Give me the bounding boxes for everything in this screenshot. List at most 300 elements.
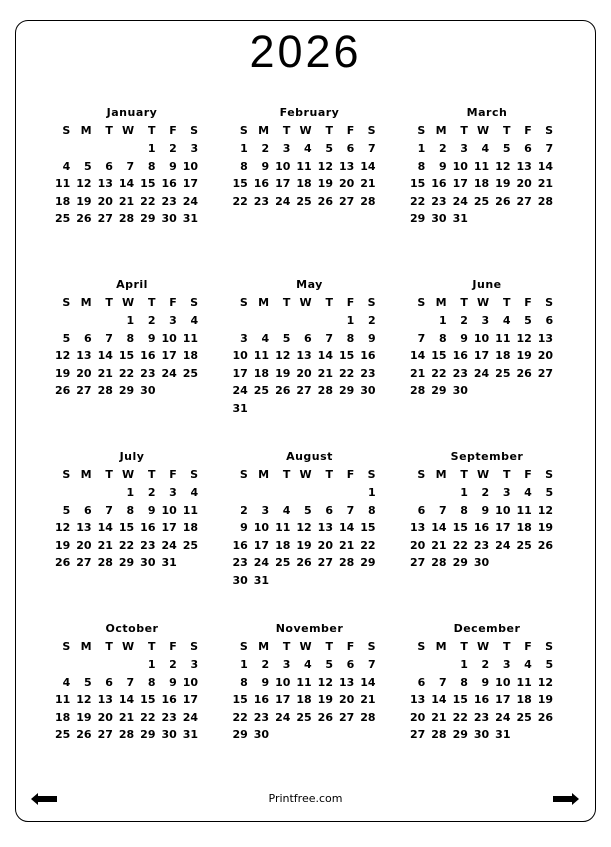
day-cell: 19 (317, 693, 333, 706)
day-cell: 7 (367, 658, 376, 671)
day-cell: 13 (97, 693, 113, 706)
day-cell: 14 (97, 349, 113, 362)
day-cell: 14 (97, 521, 113, 534)
weekday-header: T (282, 124, 291, 137)
day-cell: 3 (460, 142, 468, 155)
day-cell: 21 (537, 177, 554, 190)
day-cell: 12 (516, 331, 532, 345)
day-cell: 4 (304, 658, 312, 671)
day-cell: 4 (62, 159, 71, 173)
day-cell: 30 (253, 728, 270, 741)
day-cell: 2 (147, 486, 156, 499)
day-cell: 18 (182, 521, 199, 534)
day-cell: 11 (296, 675, 312, 689)
day-cell: 8 (240, 159, 248, 173)
day-cell: 11 (182, 503, 199, 517)
day-cell: 28 (431, 728, 447, 741)
day-cell: 8 (417, 159, 426, 173)
day-cell: 4 (524, 658, 532, 671)
day-cell: 12 (317, 159, 333, 173)
weekday-header: M (80, 296, 92, 309)
weekday-header: W (122, 640, 135, 653)
day-cell: 22 (431, 366, 447, 380)
day-cell: 18 (296, 693, 312, 706)
day-cell: 16 (473, 693, 490, 706)
day-cell: 2 (481, 486, 490, 499)
weekday-header: T (460, 640, 468, 653)
weekday-header: S (190, 124, 199, 137)
day-cell: 11 (516, 675, 532, 689)
day-cell: 22 (232, 194, 248, 208)
day-cell: 16 (253, 693, 270, 706)
day-cell: 3 (190, 142, 199, 155)
day-cell: 21 (360, 693, 376, 706)
weekday-header: W (477, 468, 490, 481)
day-cell: 17 (275, 693, 291, 706)
day-cell: 22 (118, 538, 135, 552)
day-cell: 19 (54, 366, 71, 380)
day-cell: 14 (118, 693, 135, 706)
weekday-header: M (80, 124, 92, 137)
day-cell: 28 (409, 384, 426, 397)
day-cell: 24 (182, 710, 199, 724)
day-cell: 22 (409, 194, 426, 208)
day-cell: 1 (460, 658, 468, 671)
day-cell: 23 (253, 194, 270, 208)
day-cell: 10 (275, 159, 291, 173)
day-cell: 31 (182, 728, 199, 741)
day-cell: 18 (182, 349, 199, 362)
day-cell: 13 (537, 331, 554, 345)
day-cell: 4 (481, 142, 490, 155)
footer-site-label[interactable]: Printfree.com (268, 792, 343, 805)
day-cell: 22 (140, 194, 156, 208)
weekday-header: S (190, 296, 199, 309)
weekday-header: T (282, 296, 291, 309)
day-cell: 6 (524, 142, 532, 155)
day-cell: 31 (232, 401, 248, 415)
day-cell: 25 (54, 728, 71, 741)
day-cell: 14 (409, 349, 426, 362)
weekday-header: F (169, 640, 177, 653)
day-cell: 18 (253, 366, 270, 380)
day-cell: 15 (452, 693, 468, 706)
day-cell: 7 (438, 675, 447, 689)
weekday-header: M (435, 468, 447, 481)
day-cell: 30 (140, 384, 156, 397)
day-cell: 7 (417, 331, 426, 345)
day-cell: 23 (161, 194, 177, 208)
day-cell: 29 (360, 556, 376, 569)
day-cell: 12 (495, 159, 511, 173)
day-cell: 26 (54, 556, 71, 569)
day-cell: 16 (161, 177, 177, 190)
day-cell: 23 (360, 366, 376, 380)
weekday-header: T (460, 468, 468, 481)
day-cell: 9 (261, 675, 270, 689)
day-cell: 10 (232, 349, 248, 362)
weekday-header: T (105, 296, 113, 309)
day-cell: 2 (261, 142, 270, 155)
day-cell: 24 (161, 366, 177, 380)
weekday-header: M (258, 124, 270, 137)
weekday-header: M (80, 640, 92, 653)
day-cell: 1 (438, 314, 447, 327)
weekday-header: T (105, 468, 113, 481)
day-cell: 12 (296, 521, 312, 534)
day-cell: 10 (182, 675, 199, 689)
day-cell: 9 (240, 521, 248, 534)
weekday-header: W (299, 296, 312, 309)
day-cell: 26 (537, 538, 554, 552)
weekday-header: S (62, 124, 71, 137)
day-cell: 6 (325, 503, 333, 517)
day-cell: 22 (452, 710, 468, 724)
weekday-header: M (258, 296, 270, 309)
day-cell: 11 (253, 349, 270, 362)
month-name: April (116, 278, 148, 291)
weekday-header: F (169, 124, 177, 137)
day-cell: 6 (346, 658, 355, 671)
day-cell: 7 (438, 503, 447, 517)
day-cell: 26 (76, 728, 92, 741)
day-cell: 23 (253, 710, 270, 724)
day-cell: 21 (118, 710, 135, 724)
weekday-header: S (367, 124, 376, 137)
day-cell: 10 (161, 503, 177, 517)
day-cell: 28 (360, 710, 376, 724)
day-cell: 2 (169, 142, 177, 155)
day-cell: 16 (360, 349, 376, 362)
day-cell: 1 (126, 486, 135, 499)
day-cell: 8 (367, 503, 376, 517)
day-cell: 28 (118, 212, 135, 225)
day-cell: 2 (367, 314, 376, 327)
day-cell: 20 (338, 693, 355, 706)
day-cell: 3 (282, 142, 291, 155)
day-cell: 4 (282, 503, 291, 517)
day-cell: 5 (524, 314, 532, 327)
month-name: March (466, 106, 508, 119)
day-cell: 5 (325, 658, 333, 671)
day-cell: 1 (147, 142, 156, 155)
day-cell: 26 (296, 556, 312, 569)
day-cell: 31 (161, 556, 177, 569)
day-cell: 2 (240, 503, 248, 517)
day-cell: 9 (481, 675, 490, 689)
day-cell: 11 (516, 503, 532, 517)
day-cell: 31 (495, 728, 511, 741)
weekday-header: T (502, 468, 511, 481)
weekday-header: W (477, 296, 490, 309)
weekday-header: S (62, 640, 71, 653)
day-cell: 9 (169, 675, 177, 689)
day-cell: 13 (317, 521, 333, 534)
day-cell: 4 (62, 675, 71, 689)
day-cell: 28 (118, 728, 135, 741)
day-cell: 20 (537, 349, 554, 362)
day-cell: 23 (452, 366, 468, 380)
day-cell: 4 (524, 486, 532, 499)
weekday-header: T (502, 296, 511, 309)
weekday-header: T (282, 468, 291, 481)
day-cell: 18 (275, 538, 291, 552)
weekday-header: S (545, 640, 554, 653)
day-cell: 8 (240, 675, 248, 689)
day-cell: 12 (275, 349, 291, 362)
day-cell: 6 (105, 675, 113, 689)
day-cell: 30 (140, 556, 156, 569)
day-cell: 27 (97, 212, 113, 225)
weekday-header: S (239, 124, 248, 137)
day-cell: 2 (169, 658, 177, 671)
day-cell: 5 (304, 503, 312, 517)
weekday-header: M (435, 640, 447, 653)
day-cell: 21 (360, 177, 376, 190)
day-cell: 19 (76, 710, 92, 724)
day-cell: 20 (76, 538, 92, 552)
day-cell: 6 (417, 675, 426, 689)
day-cell: 12 (537, 503, 554, 517)
weekday-header: T (460, 124, 468, 137)
day-cell: 14 (118, 177, 135, 190)
day-cell: 22 (118, 366, 135, 380)
day-cell: 27 (338, 710, 355, 724)
day-cell: 9 (481, 503, 490, 517)
day-cell: 12 (76, 177, 92, 190)
day-cell: 27 (76, 556, 92, 569)
day-cell: 5 (62, 331, 71, 345)
day-cell: 12 (317, 675, 333, 689)
day-cell: 16 (232, 538, 248, 552)
day-cell: 23 (232, 556, 248, 569)
day-cell: 24 (161, 538, 177, 552)
day-cell: 28 (338, 556, 355, 569)
weekday-header: F (524, 124, 532, 137)
day-cell: 1 (147, 658, 156, 671)
weekday-header: S (190, 640, 199, 653)
day-cell: 30 (360, 384, 376, 397)
day-cell: 21 (338, 538, 355, 552)
weekday-header: S (367, 640, 376, 653)
day-cell: 3 (169, 314, 177, 327)
day-cell: 17 (161, 521, 177, 534)
day-cell: 25 (54, 212, 71, 225)
day-cell: 16 (253, 177, 270, 190)
day-cell: 18 (516, 521, 532, 534)
day-cell: 19 (275, 366, 291, 380)
day-cell: 2 (261, 658, 270, 671)
day-cell: 1 (240, 142, 248, 155)
day-cell: 24 (182, 194, 199, 208)
day-cell: 2 (460, 314, 468, 327)
arrow-right-icon[interactable] (553, 793, 579, 805)
day-cell: 28 (431, 556, 447, 569)
day-cell: 4 (261, 331, 270, 345)
day-cell: 1 (367, 486, 376, 499)
day-cell: 6 (105, 159, 113, 173)
day-cell: 13 (76, 349, 92, 362)
day-cell: 23 (161, 710, 177, 724)
day-cell: 20 (516, 177, 532, 190)
day-cell: 9 (147, 331, 156, 345)
day-cell: 6 (346, 142, 355, 155)
day-cell: 29 (118, 556, 135, 569)
weekday-header: F (346, 640, 355, 653)
weekday-header: T (325, 640, 333, 653)
day-cell: 21 (409, 366, 426, 380)
day-cell: 6 (417, 503, 426, 517)
day-cell: 6 (83, 331, 92, 345)
day-cell: 23 (473, 538, 490, 552)
day-cell: 30 (431, 212, 447, 225)
day-cell: 12 (537, 675, 554, 689)
weekday-header: T (105, 640, 113, 653)
day-cell: 20 (409, 538, 426, 552)
day-cell: 30 (473, 556, 490, 569)
day-cell: 11 (495, 331, 511, 345)
weekday-header: T (105, 124, 113, 137)
day-cell: 11 (54, 693, 71, 706)
weekday-header: M (435, 296, 447, 309)
day-cell: 13 (338, 159, 355, 173)
day-cell: 1 (126, 314, 135, 327)
day-cell: 9 (169, 159, 177, 173)
day-cell: 15 (232, 177, 248, 190)
month-name: May (296, 278, 323, 291)
day-cell: 15 (360, 521, 376, 534)
day-cell: 23 (473, 710, 490, 724)
day-cell: 26 (516, 366, 532, 380)
day-cell: 4 (502, 314, 511, 327)
day-cell: 24 (495, 710, 511, 724)
day-cell: 30 (473, 728, 490, 741)
weekday-header: W (299, 468, 312, 481)
day-cell: 15 (118, 349, 135, 362)
day-cell: 30 (161, 728, 177, 741)
day-cell: 3 (261, 503, 270, 517)
weekday-header: T (147, 640, 156, 653)
day-cell: 13 (97, 177, 113, 190)
day-cell: 8 (438, 331, 447, 345)
day-cell: 13 (296, 349, 312, 362)
day-cell: 17 (275, 177, 291, 190)
weekday-header: S (545, 124, 554, 137)
weekday-header: S (417, 296, 426, 309)
month-name: August (286, 450, 333, 463)
day-cell: 12 (76, 693, 92, 706)
day-cell: 19 (537, 693, 554, 706)
day-cell: 19 (54, 538, 71, 552)
day-cell: 20 (338, 177, 355, 190)
weekday-header: W (299, 640, 312, 653)
day-cell: 9 (261, 159, 270, 173)
day-cell: 1 (460, 486, 468, 499)
day-cell: 22 (360, 538, 376, 552)
weekday-header: T (460, 296, 468, 309)
day-cell: 13 (338, 675, 355, 689)
day-cell: 16 (452, 349, 468, 362)
weekday-header: F (169, 468, 177, 481)
day-cell: 25 (296, 194, 312, 208)
day-cell: 16 (431, 177, 447, 190)
day-cell: 19 (296, 538, 312, 552)
day-cell: 3 (502, 486, 511, 499)
day-cell: 7 (126, 159, 135, 173)
day-cell: 8 (460, 675, 468, 689)
weekday-header: T (502, 640, 511, 653)
day-cell: 31 (253, 573, 270, 587)
day-cell: 7 (325, 331, 333, 345)
day-cell: 8 (147, 159, 156, 173)
day-cell: 25 (253, 384, 270, 397)
day-cell: 15 (232, 693, 248, 706)
day-cell: 2 (147, 314, 156, 327)
day-cell: 11 (54, 177, 71, 190)
day-cell: 22 (232, 710, 248, 724)
weekday-header: T (147, 468, 156, 481)
day-cell: 29 (452, 728, 468, 741)
day-cell: 16 (140, 349, 156, 362)
weekday-header: T (325, 296, 333, 309)
day-cell: 26 (76, 212, 92, 225)
day-cell: 18 (516, 693, 532, 706)
weekday-header: T (282, 640, 291, 653)
day-cell: 24 (473, 366, 490, 380)
weekday-header: W (122, 124, 135, 137)
day-cell: 27 (409, 556, 426, 569)
weekday-header: M (258, 468, 270, 481)
day-cell: 10 (161, 331, 177, 345)
day-cell: 27 (409, 728, 426, 741)
weekday-header: S (417, 468, 426, 481)
day-cell: 21 (431, 538, 447, 552)
day-cell: 3 (240, 331, 248, 345)
day-cell: 8 (147, 675, 156, 689)
day-cell: 14 (360, 675, 376, 689)
day-cell: 10 (253, 521, 270, 534)
day-cell: 15 (452, 521, 468, 534)
day-cell: 6 (304, 331, 312, 345)
day-cell: 17 (161, 349, 177, 362)
weekday-header: S (367, 468, 376, 481)
weekday-header: S (367, 296, 376, 309)
weekday-header: W (299, 124, 312, 137)
day-cell: 17 (232, 366, 248, 380)
day-cell: 15 (409, 177, 426, 190)
day-cell: 25 (516, 538, 532, 552)
day-cell: 20 (76, 366, 92, 380)
day-cell: 25 (182, 538, 199, 552)
day-cell: 9 (367, 331, 376, 345)
day-cell: 9 (147, 503, 156, 517)
day-cell: 3 (481, 314, 490, 327)
day-cell: 19 (76, 194, 92, 208)
day-cell: 15 (338, 349, 355, 362)
day-cell: 4 (190, 486, 199, 499)
day-cell: 28 (360, 194, 376, 208)
day-cell: 17 (495, 693, 511, 706)
day-cell: 27 (537, 366, 554, 380)
weekday-header: M (80, 468, 92, 481)
weekday-header: F (169, 296, 177, 309)
day-cell: 20 (409, 710, 426, 724)
day-cell: 26 (317, 194, 333, 208)
day-cell: 21 (97, 538, 113, 552)
month-name: September (450, 450, 524, 463)
day-cell: 16 (161, 693, 177, 706)
day-cell: 14 (431, 693, 447, 706)
